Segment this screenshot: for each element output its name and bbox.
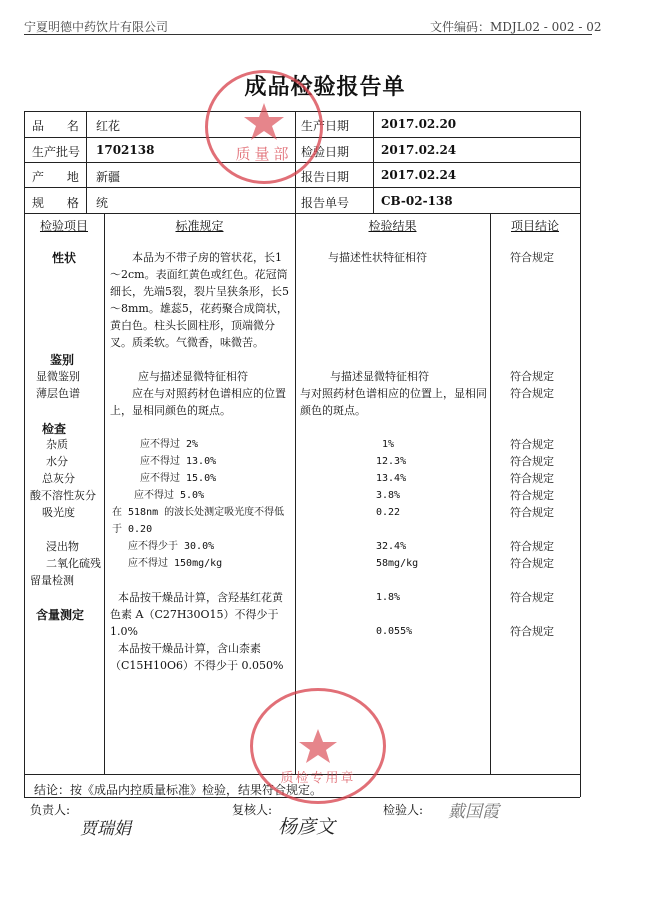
col-header-item: 检验项目 <box>39 219 88 233</box>
quality-seal-stamp-text: 质检专用章 <box>280 771 356 786</box>
row-extract-result: 32.4% <box>376 541 407 552</box>
row-assay2-standard: 本品按干燥品计算，含山柰素（C15H10O6）不得少于 0.050% <box>110 642 284 672</box>
spec-value: 统 <box>96 196 109 210</box>
inspection-date-value: 2017.02.24 <box>381 143 457 157</box>
row-appearance-item: 性状 <box>52 251 77 265</box>
origin-value: 新疆 <box>96 170 121 184</box>
row-impurity-conclusion: 符合规定 <box>510 438 554 451</box>
row-extract-item: 浸出物 <box>46 540 79 553</box>
row-extract-standard: 应不得少于 30.0% <box>128 541 215 552</box>
row-assay2-conclusion: 符合规定 <box>510 625 554 638</box>
origin-label: 产 地 <box>32 170 79 184</box>
inspection-heading: 检查 <box>42 422 67 436</box>
row-absorbance-result: 0.22 <box>376 507 401 518</box>
row-acid-ash-conclusion: 符合规定 <box>510 489 554 502</box>
document-number-label: 文件编码： <box>430 20 491 34</box>
production-date-value: 2017.02.20 <box>381 117 457 131</box>
table-col-rule <box>490 213 491 774</box>
row-tlc-conclusion: 符合规定 <box>510 387 554 400</box>
row-acid-ash-item: 酸不溶性灰分 <box>30 489 96 502</box>
identification-heading: 鉴别 <box>50 353 75 367</box>
row-appearance-standard: 本品为不带子房的管状花，长1～2cm。表面红黄色或红色。花冠筒细长，先端5裂，裂片呈狭条形，长5～8mm。雄蕊5，花药聚合成筒状，黄白色。柱头长圆柱形，顶端微分叉。质柔软。气微香，味微苦。 <box>110 251 289 349</box>
row-appearance-result: 与描述性状特征相符 <box>328 251 427 264</box>
quality-department-stamp-text: 质量部 <box>235 145 293 163</box>
col-header-result: 检验结果 <box>368 219 417 233</box>
row-acid-ash-standard: 应不得过 5.0% <box>134 490 205 501</box>
quality-seal-stamp <box>250 688 386 804</box>
responsible-label: 负责人: <box>30 803 71 817</box>
report-no-value: CB-02-138 <box>381 194 453 208</box>
row-acid-ash-result: 3.8% <box>376 490 401 501</box>
row-assay1-result: 1.8% <box>376 592 401 603</box>
table-border-right <box>580 111 581 797</box>
row-tlc-standard: 应在与对照药材色谱相应的位置上，显相同颜色的斑点。 <box>110 387 286 417</box>
row-microscopic-conclusion: 符合规定 <box>510 370 554 383</box>
row-so2-standard: 应不得过 150mg/kg <box>128 558 223 569</box>
row-moisture-result: 12.3% <box>376 456 407 467</box>
inspector-signature: 戴国霞 <box>448 802 499 822</box>
row-absorbance-item: 吸光度 <box>42 506 75 519</box>
spec-label: 规 格 <box>32 196 79 210</box>
page-title: 成品检验报告单 <box>244 74 406 100</box>
row-total-ash-result: 13.4% <box>376 473 407 484</box>
row-so2-conclusion: 符合规定 <box>510 557 554 570</box>
col-header-conclusion: 项目结论 <box>510 219 559 233</box>
row-total-ash-item: 总灰分 <box>42 472 75 485</box>
conclusion-text: 结论：按《成品内控质量标准》检验，结果符合规定。 <box>34 783 323 797</box>
responsible-signature: 贾瑞娟 <box>80 819 131 839</box>
table-rule <box>24 213 580 214</box>
report-date-value: 2017.02.24 <box>381 168 457 182</box>
row-absorbance-conclusion: 符合规定 <box>510 506 554 519</box>
row-so2-result: 58mg/kg <box>376 558 419 569</box>
row-so2-item: 二氧化硫残留量检测 <box>30 557 101 587</box>
row-microscopic-standard: 应与描述显微特征相符 <box>138 370 248 383</box>
row-total-ash-conclusion: 符合规定 <box>510 472 554 485</box>
document-number-value: MDJL02 - 002 - 02 <box>490 20 602 34</box>
table-col-rule <box>86 111 87 213</box>
row-assay1-standard: 本品按干燥品计算，含羟基红花黄色素 A（C27H30O15）不得少于 1.0% <box>110 591 283 638</box>
table-rule <box>24 187 580 188</box>
row-impurity-standard: 应不得过 2% <box>140 439 199 450</box>
report-no-label: 报告单号 <box>301 196 350 210</box>
production-date-label: 生产日期 <box>301 119 350 133</box>
product-name-label: 品 名 <box>32 119 79 133</box>
row-extract-conclusion: 符合规定 <box>510 540 554 553</box>
reviewer-label: 复核人: <box>232 803 273 817</box>
company-header: 宁夏明德中药饮片有限公司 <box>24 20 169 34</box>
row-assay2-result: 0.055% <box>376 626 413 637</box>
batch-value: 1702138 <box>96 143 155 157</box>
row-moisture-conclusion: 符合规定 <box>510 455 554 468</box>
row-tlc-result: 与对照药材色谱相应的位置上，显相同颜色的斑点。 <box>300 387 487 417</box>
assay-heading: 含量测定 <box>36 608 85 622</box>
row-absorbance-standard: 在 518nm 的波长处测定吸光度不得低于 0.20 <box>112 507 285 535</box>
star-icon <box>208 73 320 181</box>
report-date-label: 报告日期 <box>301 170 350 184</box>
col-header-standard: 标准规定 <box>175 219 224 233</box>
header-rule <box>24 34 592 35</box>
row-microscopic-result: 与描述显微特征相符 <box>330 370 429 383</box>
table-border-left <box>24 111 25 797</box>
row-impurity-item: 杂质 <box>46 438 68 451</box>
inspector-label: 检验人: <box>383 803 424 817</box>
row-microscopic-item: 显微鉴别 <box>36 370 80 383</box>
row-moisture-item: 水分 <box>46 455 68 468</box>
row-moisture-standard: 应不得过 13.0% <box>140 456 217 467</box>
batch-label: 生产批号 <box>32 145 81 159</box>
table-col-rule <box>373 111 374 213</box>
row-tlc-item: 薄层色谱 <box>36 387 80 400</box>
row-appearance-conclusion: 符合规定 <box>510 251 554 264</box>
document-number <box>430 18 602 35</box>
quality-department-stamp <box>205 70 323 184</box>
row-impurity-result: 1% <box>382 439 395 450</box>
table-col-rule <box>104 213 105 774</box>
product-name-value: 红花 <box>96 119 121 133</box>
row-total-ash-standard: 应不得过 15.0% <box>140 473 217 484</box>
reviewer-signature: 杨彦文 <box>278 816 336 838</box>
table-col-rule <box>295 111 296 774</box>
inspection-date-label: 检验日期 <box>301 145 350 159</box>
row-assay1-conclusion: 符合规定 <box>510 591 554 604</box>
